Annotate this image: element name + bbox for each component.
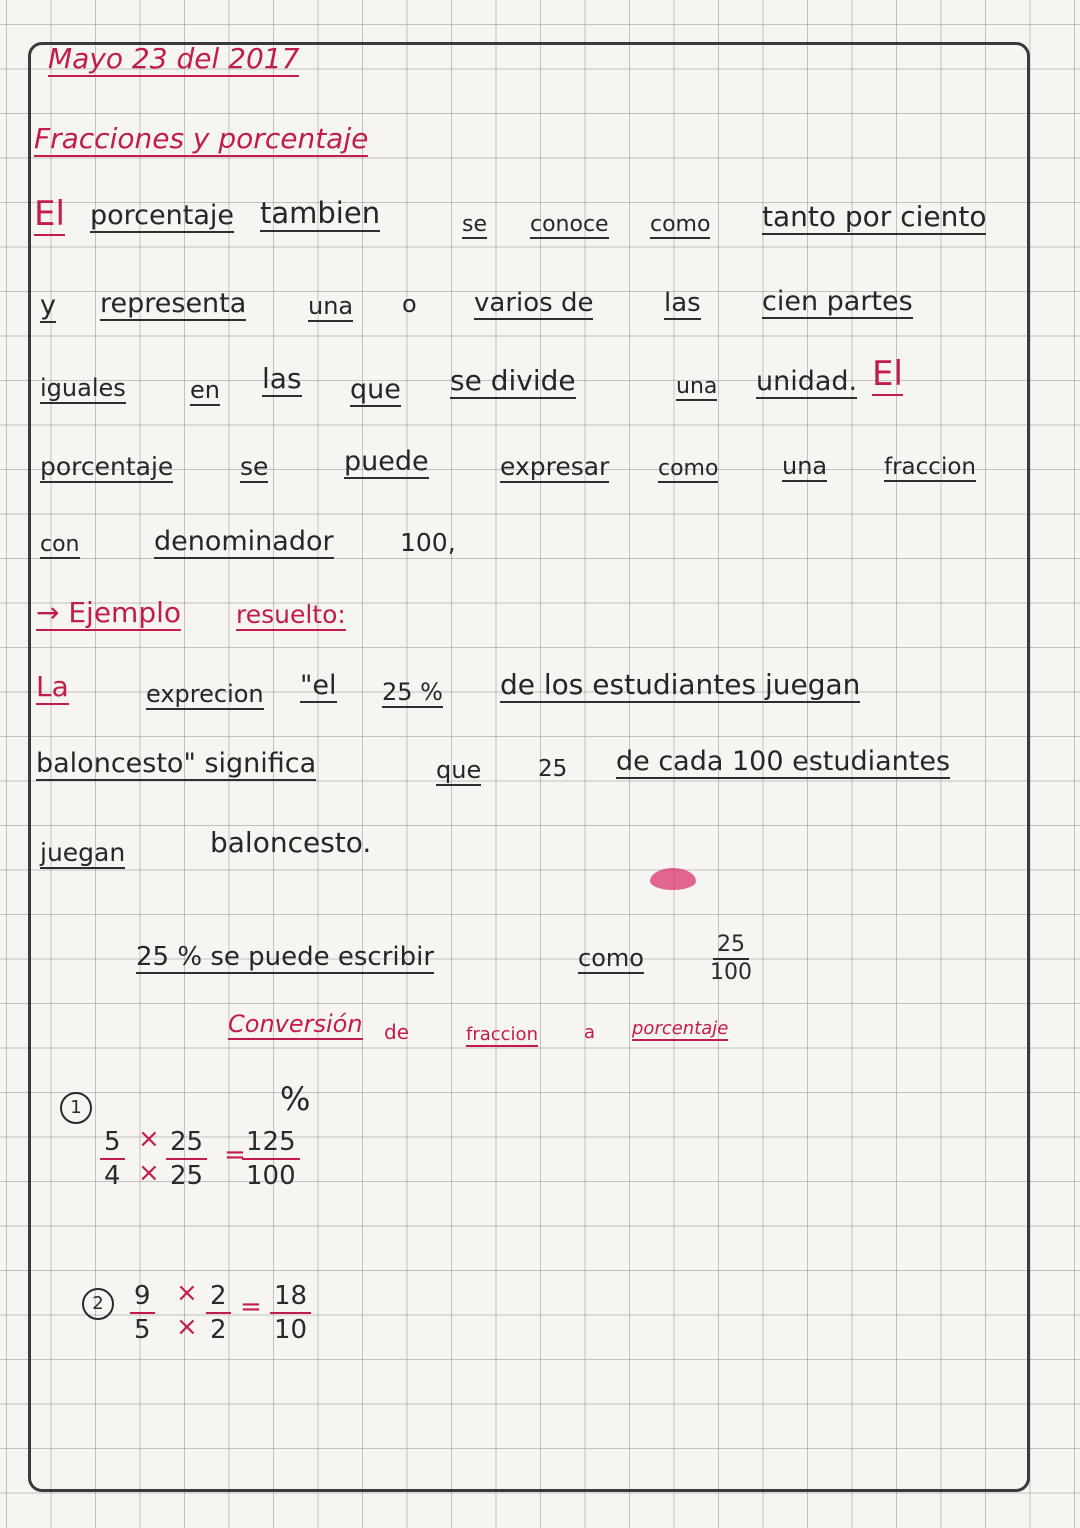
- fraction-denominator: 100: [710, 960, 752, 985]
- statement-fraction: [706, 932, 756, 986]
- word: "el: [300, 670, 337, 701]
- word: exprecion: [146, 680, 264, 708]
- word: tanto por ciento: [762, 200, 987, 233]
- word: de: [384, 1020, 409, 1044]
- percent-sign: %: [280, 1080, 311, 1118]
- fraction-numerator: 25: [166, 1126, 207, 1160]
- times-sign: ×: [176, 1278, 198, 1308]
- word: las: [664, 288, 701, 318]
- fraction-denominator: 100: [246, 1161, 296, 1191]
- word: baloncesto.: [210, 826, 372, 859]
- word: El: [34, 194, 65, 234]
- times-sign: ×: [138, 1124, 160, 1154]
- times-sign: ×: [138, 1158, 160, 1188]
- word: de cada 100 estudiantes: [616, 746, 951, 777]
- word: que: [350, 374, 401, 405]
- fraction-numerator: 125: [242, 1126, 300, 1160]
- word: 25: [538, 756, 568, 782]
- word: conoce: [530, 212, 609, 237]
- fraction-denominator: 5: [134, 1315, 151, 1345]
- word: que: [436, 756, 482, 784]
- word: porcentaje: [90, 200, 234, 231]
- word: baloncesto" significa: [36, 748, 317, 779]
- word: varios de: [474, 288, 594, 318]
- word: El: [872, 354, 903, 394]
- word: denominador: [154, 526, 334, 557]
- word: unidad.: [756, 366, 858, 397]
- word: cien partes: [762, 286, 913, 317]
- word: porcentaje: [40, 452, 174, 481]
- word: se divide: [450, 364, 576, 397]
- date: Mayo 23 del 2017: [48, 42, 300, 75]
- page-title: Fracciones y porcentaje: [34, 122, 369, 155]
- lipstick-mark: [650, 868, 696, 890]
- fraction-1: [100, 1126, 125, 1192]
- word: se: [240, 452, 269, 481]
- word: se: [462, 212, 487, 237]
- fraction-2: [206, 1280, 231, 1346]
- fraction-denominator: 25: [170, 1161, 204, 1191]
- word: o: [402, 290, 417, 318]
- word: puede: [344, 446, 429, 477]
- statement-como: como: [578, 944, 644, 972]
- fraction-numerator: 25: [713, 932, 749, 960]
- word: como: [650, 212, 711, 237]
- word: las: [262, 362, 302, 395]
- word: a: [584, 1022, 596, 1043]
- word: fraccion: [466, 1024, 538, 1045]
- word: con: [40, 532, 80, 557]
- word: La: [36, 670, 69, 703]
- word: de los estudiantes juegan: [500, 668, 861, 701]
- word: porcentaje: [632, 1018, 729, 1039]
- word: Conversión: [228, 1010, 363, 1038]
- fraction-numerator: 2: [206, 1280, 231, 1314]
- word: en: [190, 376, 220, 404]
- word: 25 %: [382, 678, 443, 706]
- equals-sign: =: [240, 1292, 262, 1322]
- fraction-1: [130, 1280, 155, 1346]
- word: expresar: [500, 452, 610, 481]
- word: una: [782, 452, 828, 480]
- word: fraccion: [884, 454, 976, 480]
- word: como: [658, 456, 719, 481]
- fraction-denominator: 10: [274, 1315, 308, 1345]
- exercise-number: 2: [82, 1288, 114, 1320]
- times-sign: ×: [176, 1312, 198, 1342]
- word: una: [676, 374, 718, 399]
- word: representa: [100, 288, 247, 319]
- fraction-result: [242, 1126, 300, 1192]
- word: y: [40, 290, 56, 321]
- word: tambien: [260, 196, 381, 230]
- word: iguales: [40, 374, 126, 402]
- fraction-result: [270, 1280, 311, 1346]
- fraction-denominator: 2: [210, 1315, 227, 1345]
- example-heading-label-2: resuelto:: [236, 600, 346, 629]
- fraction-denominator: 4: [104, 1161, 121, 1191]
- equals-sign: =: [224, 1140, 246, 1170]
- word: 100,: [400, 528, 456, 557]
- exercise-number: 1: [60, 1092, 92, 1124]
- fraction-numerator: 18: [270, 1280, 311, 1314]
- statement-text: 25 % se puede escribir: [136, 942, 435, 972]
- word: juegan: [40, 838, 126, 867]
- fraction-2: [166, 1126, 207, 1192]
- fraction-numerator: 9: [130, 1280, 155, 1314]
- example-heading-label: → Ejemplo: [36, 596, 182, 629]
- word: una: [308, 292, 354, 320]
- fraction-numerator: 5: [100, 1126, 125, 1160]
